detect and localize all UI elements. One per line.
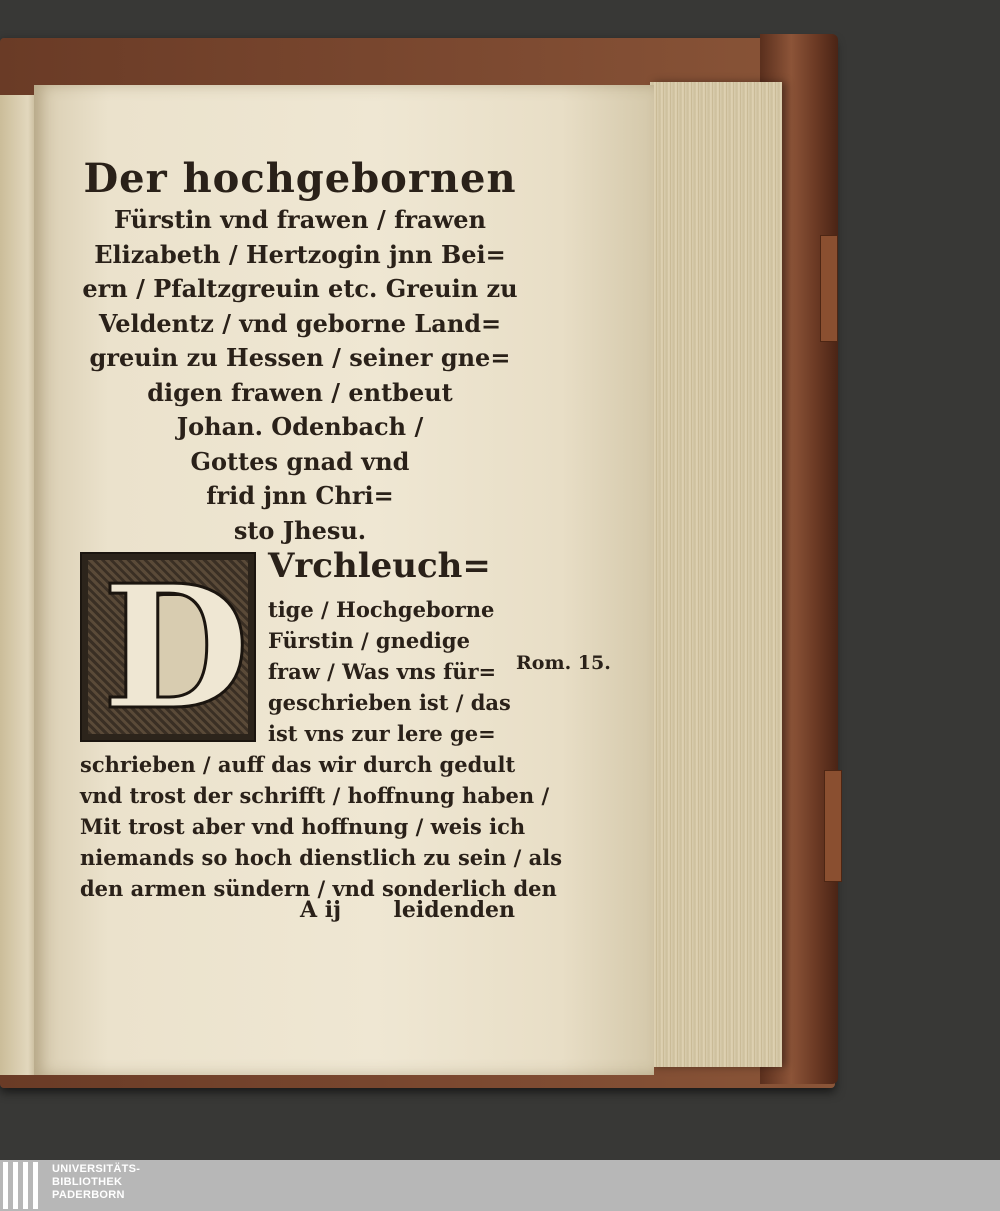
body-line: fraw / Was vns für= xyxy=(268,659,497,684)
signature-mark: A ij xyxy=(300,897,342,923)
library-name-line: BIBLIOTHEK xyxy=(52,1176,123,1188)
heading-line: greuin zu Hessen / seiner gne= xyxy=(89,343,511,372)
catchword: leidenden xyxy=(393,897,515,923)
library-name xyxy=(52,1163,140,1202)
marginal-note: Rom. 15. xyxy=(516,652,611,674)
body-line: den armen sündern / vnd sonderlich den xyxy=(80,876,557,901)
heading-line: Johan. Odenbach / xyxy=(176,412,424,441)
heading-line: Veldentz / vnd geborne Land= xyxy=(98,308,502,338)
body-line: niemands so hoch dienstlich zu sein / als xyxy=(80,845,563,870)
body-line: ist vns zur lere ge= xyxy=(268,721,496,746)
body-line: vnd trost der schrifft / hoffnung haben / xyxy=(80,783,550,808)
heading-line: Fürstin vnd frawen / frawen xyxy=(113,205,487,234)
body-line: geschrieben ist / das xyxy=(268,690,511,715)
clasp-tab-top xyxy=(820,235,838,342)
heading-line: Elizabeth / Hertzogin jnn Bei= xyxy=(94,239,506,269)
body-line: Vrchleuch= xyxy=(268,546,491,586)
library-name-line: PADERBORN xyxy=(52,1189,125,1201)
body-line: tige / Hochgeborne xyxy=(268,597,495,622)
body-line: Fürstin / gnedige xyxy=(268,628,470,653)
body-line: Mit trost aber vnd hoffnung / weis ich xyxy=(80,814,526,839)
library-name-line: UNIVERSITÄTS- xyxy=(52,1163,141,1175)
initial-letter: D xyxy=(102,548,250,748)
heading-line: Gottes gnad vnd xyxy=(190,446,410,476)
library-footer-bar xyxy=(0,1160,1000,1211)
dedication-heading xyxy=(80,155,520,548)
heading-line: digen frawen / entbeut xyxy=(147,377,453,407)
body-line: schrieben / auff das wir durch gedult xyxy=(80,752,516,777)
heading-line: frid jnn Chri= xyxy=(206,481,394,510)
heading-title: Der hochgebornen xyxy=(83,155,517,202)
clasp-tab-bottom xyxy=(824,770,842,882)
library-logo-icon xyxy=(0,1162,46,1209)
heading-line: ern / Pfaltzgreuin etc. Greuin zu xyxy=(82,274,518,303)
decorated-initial xyxy=(80,548,256,748)
page-block-edges xyxy=(650,82,782,1067)
heading-line: sto Jhesu. xyxy=(233,515,367,545)
